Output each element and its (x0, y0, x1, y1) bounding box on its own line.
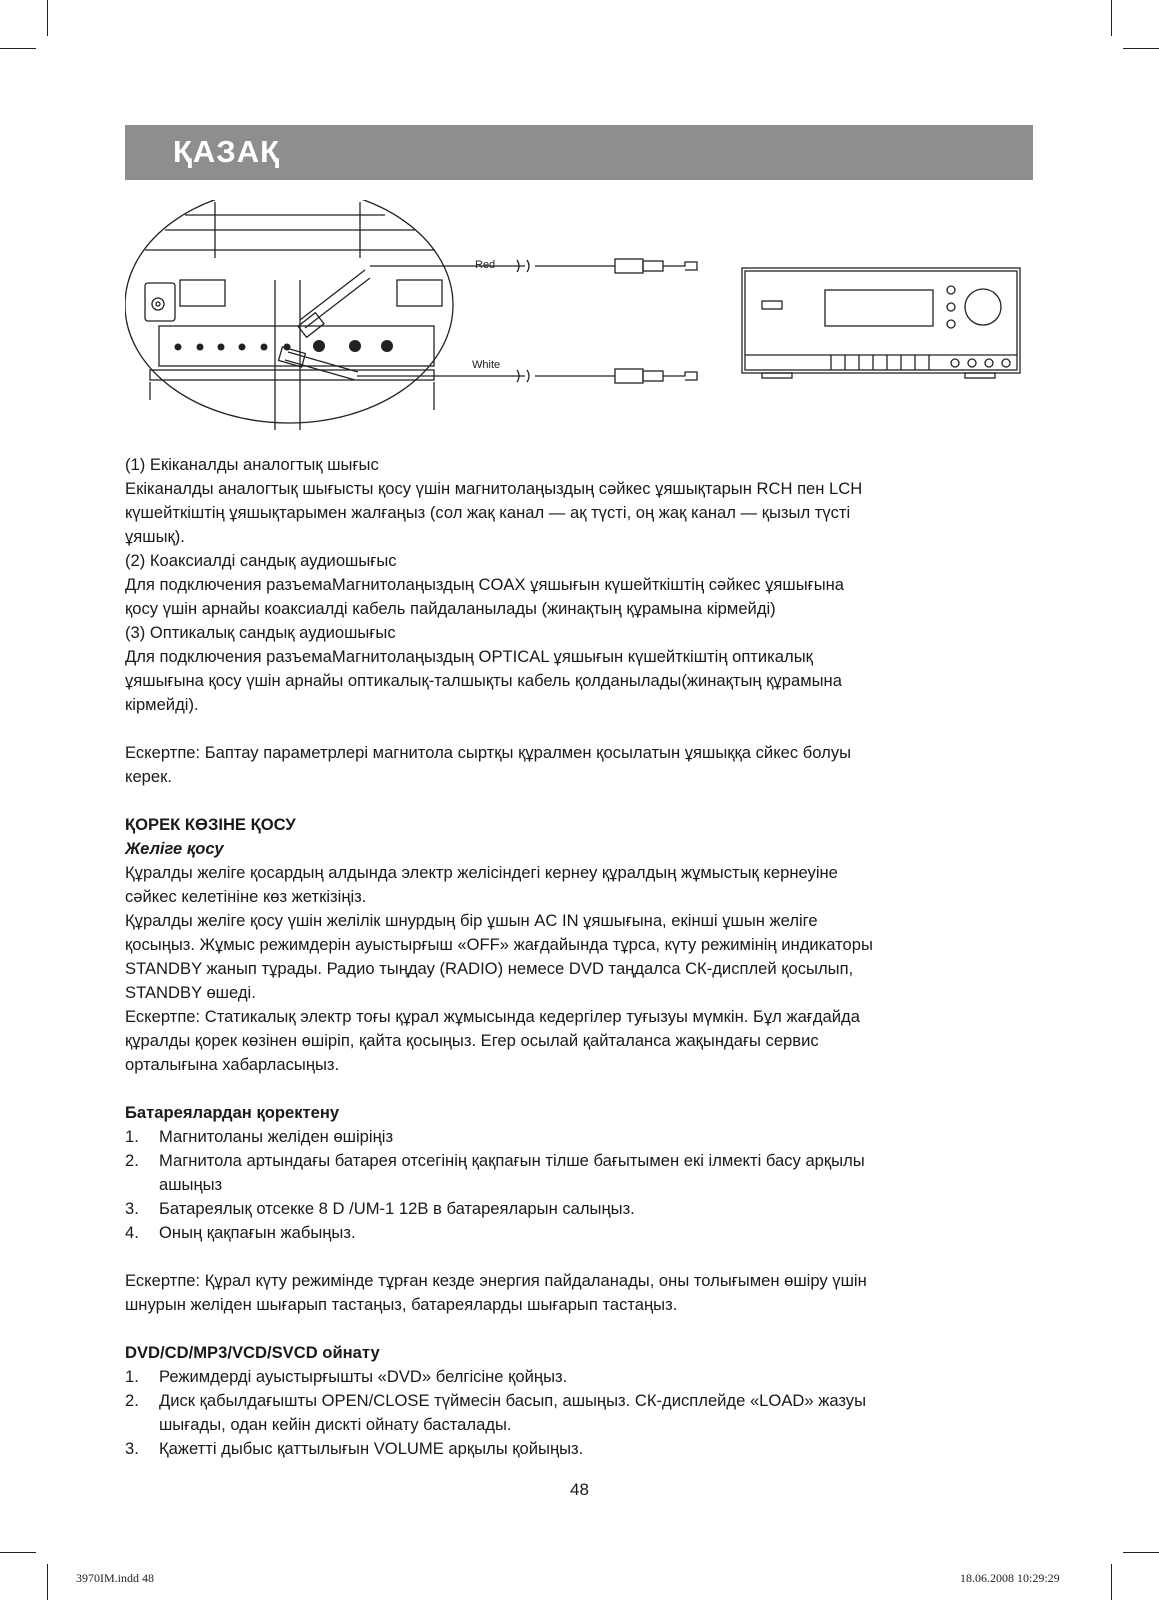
text-line: (2) Коаксиалді сандық аудиошығыс (125, 551, 397, 570)
numbered-list (125, 1125, 1040, 1245)
crop-mark (0, 1552, 36, 1553)
section-heading: ҚОРЕК КӨЗІНЕ ҚОСУ (125, 815, 296, 834)
text-line: STANDBY өшеді. (125, 983, 256, 1002)
text-line: Ескертпе: Баптау параметрлері магнитола сыртқы құралмен қосылатын ұяшыққа сйкес болуы (125, 743, 852, 762)
text-line: Ескертпе: Статикалық электр тоғы құрал жұмысында кедергілер туғызуы мүмкін. Бұл жағдайда (125, 1007, 860, 1026)
intro-section (125, 453, 1040, 717)
section-heading: Батареялардан қоректену (125, 1103, 340, 1122)
text-line: ұяшығына қосу үшін арнайы оптикалық-талшықты кабель қолданылады(жинақтың құрамына (125, 671, 842, 690)
page-content (125, 453, 1040, 1461)
list-number: 1. (125, 1367, 139, 1386)
text-line: STANDBY жанып тұрады. Радио тыңдау (RADIO) немесе DVD таңдалса СК-дисплей қосылып, (125, 959, 854, 978)
page-number: 48 (570, 1480, 589, 1499)
text-line: құралды қорек көзінен өшіріп, қайта қосыңыз. Егер осылай қайталанса жақындағы сервис (125, 1031, 819, 1050)
power-section (125, 813, 1040, 1077)
numbered-list (125, 1365, 1040, 1461)
list-number: 2. (125, 1151, 139, 1170)
list-item-text: Қажетті дыбыс қаттылығын VOLUME арқылы қойыңыз. (159, 1439, 584, 1458)
text-line: кірмейді). (125, 695, 199, 714)
text-line: күшейткіштің ұяшықтарымен жалғаңыз (сол жақ канал — ақ түсті, оң жақ канал — қызыл түсті (125, 503, 851, 522)
text-line: Екіканалды аналогтық шығысты қосу үшін магнитолаңыздың сәйкес ұяшықтарын RCH пен LCH (125, 479, 863, 498)
list-item (125, 1125, 1040, 1149)
text-line: керек. (125, 767, 173, 786)
playback-section (125, 1341, 1040, 1461)
list-item (125, 1437, 1040, 1461)
crop-mark (1123, 48, 1159, 49)
file-slug: 3970IM.indd 48 (76, 1571, 154, 1585)
battery-section (125, 1101, 1040, 1317)
language-header-bar (125, 125, 1033, 180)
text-line: Для подключения разъемаМагнитолаңыздың COAX ұяшығын күшейткіштің сәйкес ұяшығына (125, 575, 845, 594)
text-line: Для подключения разъемаМагнитолаңыздың OPTICAL ұяшығын күшейткіштің оптикалық (125, 647, 813, 666)
list-number: 1. (125, 1127, 139, 1146)
text-line: шнурын желіден шығарып тастаңыз, батареяларды шығарып тастаңыз. (125, 1295, 678, 1314)
section-heading: DVD/CD/MP3/VCD/SVCD ойнату (125, 1343, 380, 1362)
list-number: 2. (125, 1391, 139, 1410)
page-title: ҚАЗАҚ (173, 134, 281, 169)
text-line: Құралды желіге қосу үшін желілік шнурдың бір ұшын AC IN ұяшығына, екінші ұшын желіге (125, 911, 818, 930)
list-number: 3. (125, 1199, 139, 1218)
list-item-text: Оның қақпағын жабыңыз. (159, 1223, 356, 1242)
list-number: 4. (125, 1223, 139, 1242)
text-line: қосыңыз. Жұмыс режимдерін ауыстырғыш «OFF» жағдайында тұрса, күту режимінің индикаторы (125, 935, 873, 954)
crop-mark (47, 1564, 48, 1600)
list-item-text: Диск қабылдағышты OPEN/CLOSE түймесін басып, ашыңыз. СК-дисплейде «LOAD» жазуы (159, 1391, 867, 1410)
text-line: (1) Екіканалды аналогтық шығыс (125, 455, 379, 474)
text-line: (3) Оптикалық сандық аудиошығыс (125, 623, 396, 642)
crop-mark (1111, 1564, 1112, 1600)
crop-mark (0, 48, 36, 49)
list-item (125, 1389, 1040, 1437)
list-item (125, 1365, 1040, 1389)
text-line: Құралды желіге қосардың алдында электр желісіндегі кернеу құралдың жұмыстық кернеуіне (125, 863, 838, 882)
text-line: сәйкес келетініне көз жеткізіңіз. (125, 887, 367, 906)
crop-mark (1123, 1552, 1159, 1553)
list-item-text: шығады, одан кейін дискті ойнату басталады. (159, 1415, 512, 1434)
section-subheading: Желіге қосу (125, 839, 224, 858)
text-line: қосу үшін арнайы коаксиалді кабель пайдаланылады (жинақтың құрамына кірмейді) (125, 599, 776, 618)
list-item (125, 1221, 1040, 1245)
text-line: орталығына хабарласыңыз. (125, 1055, 340, 1074)
list-item-text: Магнитола артындағы батарея отсегінің қақпағын тілше бағытымен екі ілмекті басу арқылы (159, 1151, 865, 1170)
list-item (125, 1197, 1040, 1221)
text-line: Ескертпе: Құрал күту режимінде тұрған кезде энергия пайдаланады, оны толығымен өшіру үшін (125, 1271, 867, 1290)
list-item-text: ашыңыз (159, 1175, 223, 1194)
connection-diagram (125, 200, 1033, 450)
crop-mark (47, 0, 48, 36)
list-item-text: Режимдерді ауыстырғышты «DVD» белгісіне қойңыз. (159, 1367, 568, 1386)
note-section (125, 741, 1040, 789)
text-line: ұяшық). (125, 527, 185, 546)
list-item-text: Магнитоланы желіден өшіріңіз (159, 1127, 394, 1146)
red-cable-label: Red (475, 259, 496, 271)
list-item (125, 1149, 1040, 1197)
white-cable-label: White (472, 359, 501, 371)
list-item-text: Батареялық отсекке 8 D /UM-1 12В в батареяларын салыңыз. (159, 1199, 635, 1218)
crop-mark (1111, 0, 1112, 36)
date-slug: 18.06.2008 10:29:29 (960, 1571, 1060, 1585)
list-number: 3. (125, 1439, 139, 1458)
